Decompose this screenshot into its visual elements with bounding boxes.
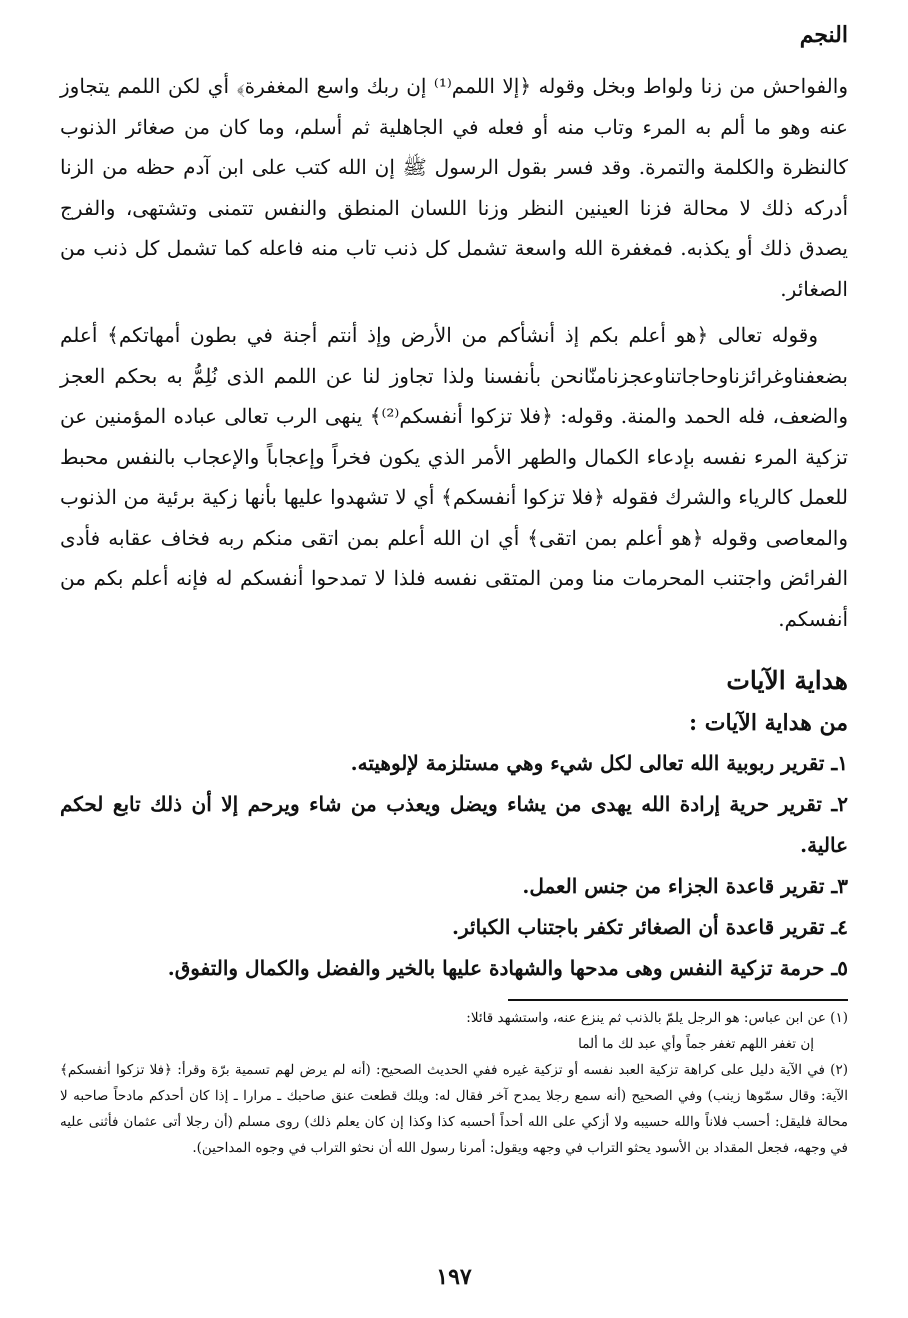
guidance-point: ٥ـ حرمة تزكية النفس وهى مدحها والشهادة عليها بالخير والفضل والكمال والتفوق.	[167, 956, 848, 980]
guidance-point: ١ـ تقرير ربوبية الله تعالى لكل شيء وهي مستلزمة لإلوهيته.	[350, 751, 848, 775]
page-number: ١٩٧	[436, 1264, 472, 1290]
guidance-point: ٢ـ تقرير حرية إرادة الله يهدى من يشاء ويضل ويعذب من شاء ويرحم إلا أن ذلك تابع لحكم عالية.	[60, 792, 848, 857]
footnote-divider	[508, 999, 848, 1001]
section-subheading: من هداية الآيات :	[688, 710, 848, 736]
footnote-1: (١) عن ابن عباس: هو الرجل يلمّ بالذنب ثم ينزع عنه، واستشهد قائلا:	[466, 1010, 848, 1026]
body-paragraph: وقوله تعالى ﴿هو أعلم بكم إذ أنشأكم من الأرض وإذ أنتم أجنة في بطون أمهاتكم﴾ أعلم بضعفناوغرائزناوحاجاتناوعجزنامنّانحن بأنفسنا ولذا تجاوز لنا عن اللمم الذى نُلِمُّ به بحكم العجز والضعف، فله الحمد والمنة. وقوله: ﴿فلا تزكوا أنفسكم⁽²⁾﴾ ينهى الرب تعالى عباده المؤمنين عن تزكية المرء نفسه بإدعاء الكمال والطهر الأمر الذي يكون فخراً وإعجاباً والإعجاب بالنفس محبط للعمل كالرياء والشرك فقوله ﴿فلا تزكوا أنفسكم﴾ أي لا تشهدوا عليها بأنها زكية برئية من الذنوب والمعاصى وقوله ﴿هو أعلم بمن اتقى﴾ أي ان الله أعلم بمن اتقى منكم ربه فخاف عقابه فأدى الفرائض واجتنب المحرمات منا ومن المتقى نفسه فلذا لا تمدحوا أنفسكم له فإنه أعلم بكم من أنفسكم.	[60, 323, 849, 631]
guidance-point: ٤ـ تقرير قاعدة أن الصغائر تكفر باجتناب الكبائر.	[452, 915, 848, 939]
footnote-1-verse: إن تغفر اللهم تغفر جماً وأي عبد لك ما ألما	[578, 1036, 814, 1052]
book-page	[60, 18, 848, 1308]
guidance-point: ٣ـ تقرير قاعدة الجزاء من جنس العمل.	[522, 874, 848, 898]
footnote-2: (٢) في الآية دليل على كراهة تزكية العبد نفسه أو تزكية غيره ففي الحديث الصحيح: (أنه لم يرض لهم تسمية برّة وقرأ: ﴿فلا تزكوا أنفسكم﴾ الآية: وقال سمّوها زينب) وفي الصحيح (أنه سمع رجلا يمدح آخر فقال له: ويلك قطعت عنق صاحبك ـ مرارا ـ إذا كان أحدكم مادحاً صاحبه لا محالة فليقل: أحسب فلاناً والله حسيبه ولا أزكي على الله أحداً أحسبه كذا وكذا إن كان يعلم ذلك) روى مسلم (أن رجلا أتى عثمان فأثنى عليه في وجهه، فجعل المقداد بن الأسود يحثو التراب في وجهه ويقول: أمرنا رسول الله أن نحثو التراب في وجوه المداحين).	[60, 1062, 848, 1156]
section-title: هداية الآيات	[726, 666, 848, 695]
running-title: النجم	[799, 22, 848, 48]
body-paragraph: والفواحش من زنا ولواط وبخل وقوله ﴿إلا اللمم⁽¹⁾ إن ربك واسع المغفرة﴾ أي لكن اللمم يتجاوز عنه وهو ما ألم به المرء وتاب منه أو فعله في الجاهلية ثم أسلم، وما كان من صغائر الذنوب كالنظرة والكلمة والتمرة. وقد فسر بقول الرسول ﷺ إن الله كتب على ابن آدم حظه من الزنا أدركه ذلك لا محالة فزنا العينين النظر وزنا اللسان المنطق والنفس تتمنى وتشتهى، والفرج يصدق ذلك أو يكذبه. فمغفرة الله واسعة تشمل كل ذنب تاب منه فاعله كما تشمل كل ذنب من الصغائر.	[60, 74, 848, 301]
